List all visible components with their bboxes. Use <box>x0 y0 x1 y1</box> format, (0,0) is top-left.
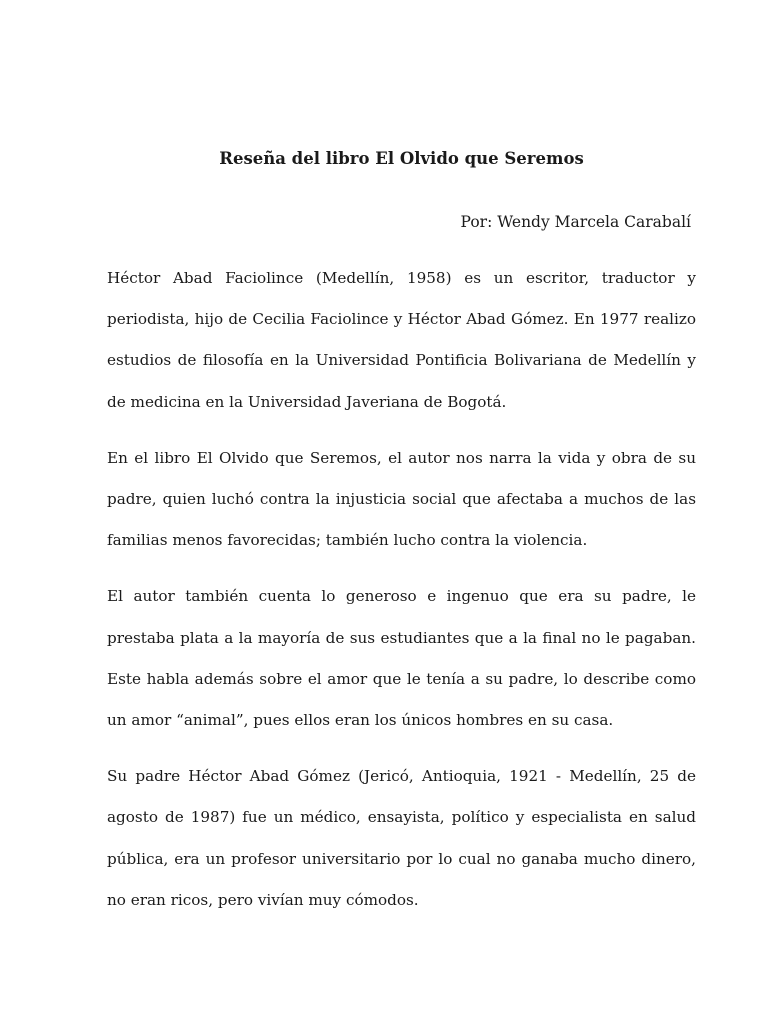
paragraph-1: Héctor Abad Faciolince (Medellín, 1958) es un escritor, traductor y periodista, hijo de Cecilia Faciolince y Héctor Abad Gómez. En 1977 realizo estudios de filosofía en la Universidad Pontificia Bolivariana de Medellín y de medicina en la Universidad Javeriana de Bogotá. <box>107 269 696 411</box>
paragraph-3: El autor también cuenta lo generoso e ingenuo que era su padre, le prestaba plata a la mayoría de sus estudiantes que a la final no le pagaban. Este habla además sobre el amor que le tenía a su padre, lo describe como un amor “animal”, pues ellos eran los únicos hombres en su casa. <box>107 587 696 730</box>
document-body <box>107 258 696 936</box>
paragraph-2: En el libro El Olvido que Seremos, el autor nos narra la vida y obra de su padre, quien luchó contra la injusticia social que afectaba a muchos de las familias menos favorecidas; también lucho contra la violencia. <box>107 448 696 550</box>
document-title: Reseña del libro El Olvido que Seremos <box>219 149 584 168</box>
paragraph-4: Su padre Héctor Abad Gómez (Jericó, Antioquia, 1921 - Medellín, 25 de agosto de 1987) fue un médico, ensayista, político y especialista en salud pública, era un profesor universitario por lo cual no ganaba mucho dinero, no eran ricos, pero vivían muy cómodos. <box>107 767 696 909</box>
document-author: Por: Wendy Marcela Carabalí <box>460 213 691 231</box>
